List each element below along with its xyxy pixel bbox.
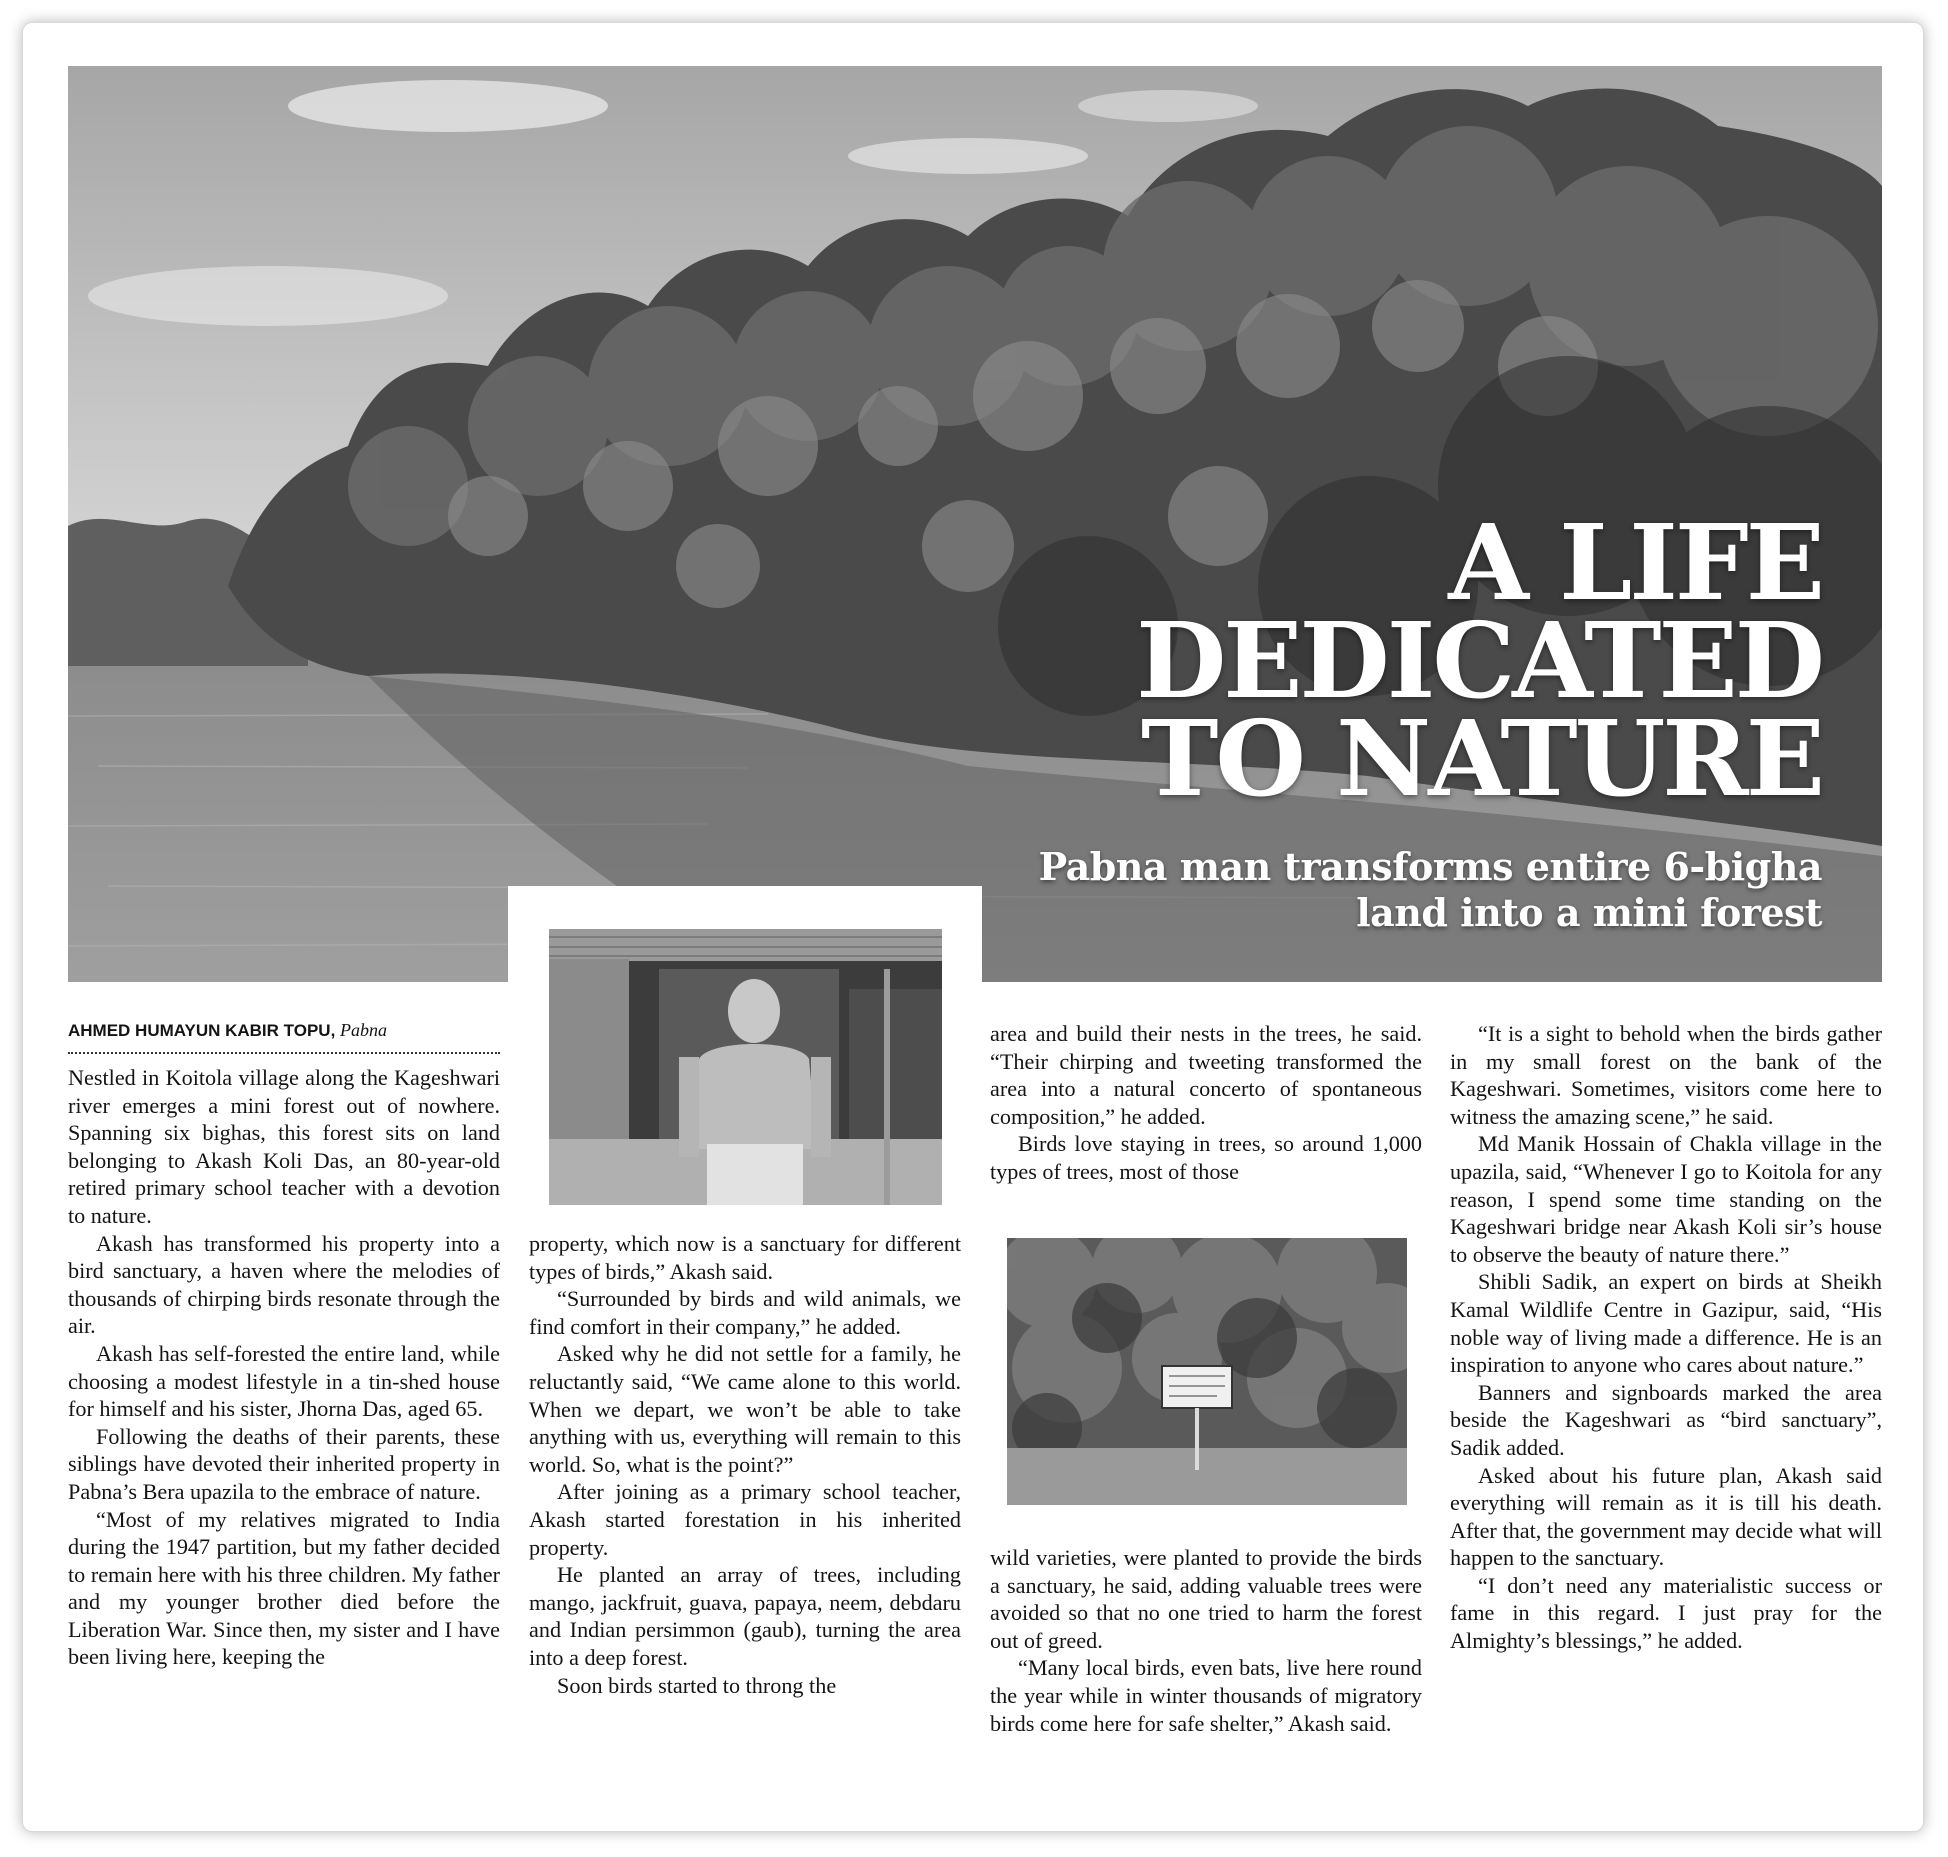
paragraph: Birds love staying in trees, so around 1,000 types of trees, most of those bbox=[990, 1131, 1422, 1184]
headline-line-1: A LIFE bbox=[1448, 501, 1822, 624]
column-3-bottom bbox=[990, 1544, 1422, 1737]
byline bbox=[68, 1019, 500, 1054]
paragraph: Akash has transformed his property into a bird sanctuary, a haven where the melodies of thousands of chirping birds resonate through the air. bbox=[68, 1230, 500, 1339]
subhead-line-1: Pabna man transforms entire 6-bigha bbox=[1038, 844, 1822, 889]
byline-location: Pabna bbox=[340, 1020, 388, 1040]
signboard-photo bbox=[1007, 1238, 1407, 1505]
paragraph: area and build their nests in the trees, he said. “Their chirping and tweeting transformed the area into a natural concerto of spontaneous composition,” he added. bbox=[990, 1021, 1422, 1129]
column-1 bbox=[68, 1019, 500, 1671]
column-3-top bbox=[990, 1020, 1422, 1186]
paragraph: Akash has self-forested the entire land, while choosing a modest lifestyle in a tin-shed house for himself and his sister, Jhorna Das, aged 65. bbox=[68, 1340, 500, 1422]
subhead-line-2: land into a mini forest bbox=[1356, 890, 1822, 935]
paragraph: “Most of my relatives migrated to India during the 1947 partition, but my father decided to remain here with his three children. My father and my younger brother died before the Liberation War. Since then, my sister and I have been living here, keeping the bbox=[68, 1506, 500, 1670]
paragraph: After joining as a primary school teacher, Akash started forestation in his inherited property. bbox=[529, 1479, 961, 1560]
headline-line-3: TO NATURE bbox=[1140, 697, 1822, 820]
paragraph: Nestled in Koitola village along the Kageshwari river emerges a mini forest out of nowhere. Spanning six bighas, this forest sits on land belonging to Akash Koli Das, an 80-year-old retired primary school teacher with a devotion to nature. bbox=[68, 1065, 500, 1228]
paragraph: “Many local birds, even bats, live here round the year while in winter thousands of migratory birds come here for safe shelter,” Akash said. bbox=[990, 1655, 1422, 1736]
hero-photo bbox=[68, 66, 1882, 982]
paragraph: Shibli Sadik, an expert on birds at Sheikh Kamal Wildlife Centre in Gazipur, said, “His noble way of living made a difference. He is an inspiration to anyone who cares about nature.” bbox=[1450, 1269, 1882, 1378]
paragraph: Soon birds started to throng the bbox=[557, 1672, 837, 1698]
headline bbox=[1136, 501, 1822, 820]
paragraph: property, which now is a sanctuary for different types of birds,” Akash said. bbox=[529, 1231, 961, 1284]
byline-author: AHMED HUMAYUN KABIR TOPU, bbox=[68, 1021, 336, 1040]
man-under-shed-image bbox=[549, 929, 942, 1205]
paragraph: Following the deaths of their parents, these siblings have devoted their inherited property in Pabna’s Bera upazila to the embrace of nature. bbox=[68, 1423, 500, 1504]
paragraph: “It is a sight to behold when the birds gather in my small forest on the bank of the Kageshwari. Sometimes, visitors come here to witness the amazing scene,” he said. bbox=[1450, 1021, 1882, 1129]
paragraph: wild varieties, were planted to provide the birds a sanctuary, he said, adding valuable trees were avoided so that no one tried to harm the forest out of greed. bbox=[990, 1545, 1422, 1653]
column-2 bbox=[529, 1230, 961, 1699]
forest-signboard-image bbox=[1007, 1238, 1407, 1505]
paragraph: Asked about his future plan, Akash said everything will remain as it is till his death. After that, the government may decide what will happen to the sanctuary. bbox=[1450, 1462, 1882, 1571]
column-4 bbox=[1450, 1020, 1882, 1655]
subheadline bbox=[1039, 844, 1822, 936]
headline-line-2: DEDICATED bbox=[1136, 599, 1822, 722]
paragraph: Banners and signboards marked the area beside the Kageshwari as “bird sanctuary”, Sadik added. bbox=[1450, 1379, 1882, 1460]
paragraph: “Surrounded by birds and wild animals, we find comfort in their company,” he added. bbox=[529, 1286, 961, 1339]
paragraph: He planted an array of trees, including mango, jackfruit, guava, papaya, neem, debdaru and Indian persimmon (gaub), turning the area into a deep forest. bbox=[529, 1562, 961, 1670]
paragraph: Asked why he did not settle for a family, he reluctantly said, “We came alone to this world. When we depart, we won’t be able to take anything with us, everything will remain to this world. So, what is the point?” bbox=[529, 1341, 961, 1477]
paragraph: “I don’t need any materialistic success or fame in this regard. I just pray for the Almighty’s blessings,” he added. bbox=[1450, 1572, 1882, 1654]
paragraph: Md Manik Hossain of Chakla village in the upazila, said, “Whenever I go to Koitola for any reason, I spend some time standing on the Kageshwari bridge near Akash Koli sir’s house to observe the beauty of nature there.” bbox=[1450, 1131, 1882, 1267]
portrait-photo bbox=[549, 929, 942, 1205]
